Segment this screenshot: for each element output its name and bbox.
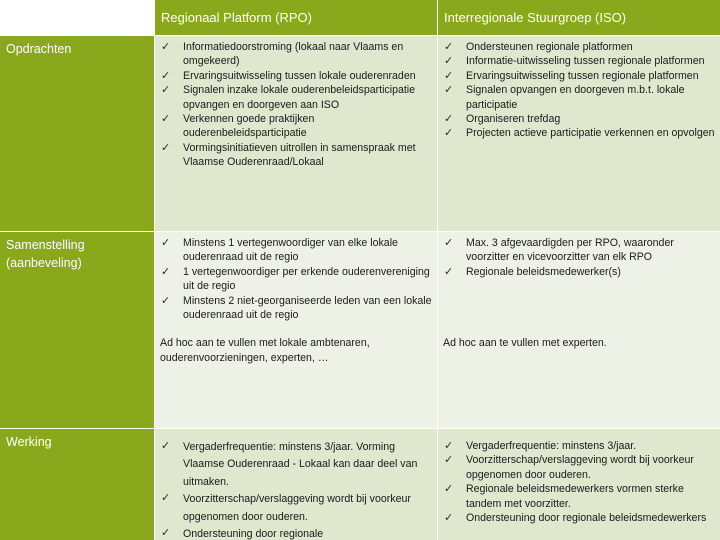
list-item: ✓ Vergaderfrequentie: minstens 3/jaar. xyxy=(444,440,637,452)
list-item: ✓ Ervaringsuitwisseling tussen lokale ouderenraden xyxy=(161,69,416,82)
list-item: ✓ Ondersteuning door regionale beleidsmedewerkers xyxy=(444,512,707,525)
check-icon: ✓ xyxy=(444,440,454,452)
list-item: ✓ Vergaderfrequentie: minstens 3/jaar. Vorming Vlaamse Ouderenraad - Lokaal kan daar deel van uitmaken. xyxy=(161,440,418,488)
check-icon: ✓ xyxy=(444,237,454,249)
check-icon: ✓ xyxy=(444,454,454,467)
samenstelling-iso-note: Ad hoc aan te vullen met experten. xyxy=(443,337,607,349)
samenstelling-rpo-note: Ad hoc aan te vullen met lokale ambtenaren, ouderenvoorzieningen, experten, … xyxy=(160,337,370,364)
list-item: ✓ Ervaringsuitwisseling tussen regionale platformen xyxy=(444,69,699,82)
check-icon: ✓ xyxy=(161,69,171,82)
samenstelling-iso-cell xyxy=(437,231,720,428)
list-item: ✓ Signalen opvangen en doorgeven m.b.t. lokale participatie xyxy=(444,84,685,111)
list-item: ✓ Informatie-uitwisseling tussen regionale platformen xyxy=(444,55,705,68)
check-icon: ✓ xyxy=(161,492,171,505)
check-icon: ✓ xyxy=(161,113,171,126)
check-icon: ✓ xyxy=(444,41,454,53)
list-item: ✓ Ondersteuning door regionale xyxy=(161,527,324,540)
check-icon: ✓ xyxy=(444,69,454,82)
check-icon: ✓ xyxy=(444,84,454,97)
row-label-opdrachten: Opdrachten xyxy=(0,35,154,231)
list-item: ✓ Voorzitterschap/verslaggeving wordt bij voorkeur opgenomen door ouderen. xyxy=(444,454,694,481)
check-icon: ✓ xyxy=(444,113,454,126)
list-item: ✓ Minstens 1 vertegenwoordiger van elke lokale ouderenraad uit de regio xyxy=(161,237,398,264)
list-item: ✓ Projecten actieve participatie verkennen en opvolgen xyxy=(444,127,715,140)
opdrachten-iso-cell xyxy=(437,35,720,231)
list-item: ✓ Informatiedoorstroming (lokaal naar Vlaams en omgekeerd) xyxy=(161,41,404,68)
list-item: ✓ Regionale beleidsmedewerker(s) xyxy=(444,265,621,278)
row-label-werking: Werking xyxy=(0,428,154,540)
check-icon: ✓ xyxy=(444,55,454,68)
check-icon: ✓ xyxy=(444,512,454,525)
opdrachten-iso-list xyxy=(440,40,716,141)
header-rpo: Regionaal Platform (RPO) xyxy=(154,0,437,35)
list-item: ✓ Max. 3 afgevaardigden per RPO, waaronder voorzitter en vicevoorzitter van elk RPO xyxy=(444,237,674,264)
header-spacer xyxy=(0,0,154,35)
check-icon: ✓ xyxy=(161,527,171,540)
list-item: ✓ Verkennen goede praktijken ouderenbeleidsparticipatie xyxy=(161,113,315,140)
list-item: ✓ Signalen inzake lokale ouderenbeleidsparticipatie opvangen en doorgeven aan ISO xyxy=(161,84,416,111)
list-item: ✓ Minstens 2 niet-georganiseerde leden van een lokale ouderenraad uit de regio xyxy=(161,294,432,322)
check-icon: ✓ xyxy=(444,127,454,140)
opdrachten-rpo-list xyxy=(157,40,433,170)
check-icon: ✓ xyxy=(161,237,171,249)
list-item: ✓ Ondersteunen regionale platformen xyxy=(444,41,633,53)
check-icon: ✓ xyxy=(161,141,171,154)
list-item: ✓ 1 vertegenwoordiger per erkende ouderenvereniging uit de regio xyxy=(161,265,430,293)
check-icon: ✓ xyxy=(161,265,171,278)
check-icon: ✓ xyxy=(161,440,171,452)
header-iso: Interregionale Stuurgroep (ISO) xyxy=(437,0,720,35)
list-item: ✓ Regionale beleidsmedewerkers vormen sterke tandem met voorzitter. xyxy=(444,483,684,510)
check-icon: ✓ xyxy=(444,483,454,496)
check-icon: ✓ xyxy=(161,294,171,307)
samenstelling-iso-list xyxy=(440,236,716,279)
check-icon: ✓ xyxy=(161,84,171,97)
samenstelling-rpo-cell xyxy=(154,231,437,428)
werking-rpo-cell xyxy=(154,428,437,540)
samenstelling-rpo-list xyxy=(157,236,433,322)
werking-rpo-list xyxy=(157,439,433,540)
check-icon: ✓ xyxy=(444,265,454,278)
list-item: ✓ Vormingsinitiatieven uitrollen in samenspraak met Vlaamse Ouderenraad/Lokaal xyxy=(161,141,416,169)
list-item: ✓ Organiseren trefdag xyxy=(444,113,561,126)
check-icon: ✓ xyxy=(161,41,171,53)
opdrachten-rpo-cell xyxy=(154,35,437,231)
werking-iso-list xyxy=(440,439,716,525)
list-item: ✓ Voorzitterschap/verslaggeving wordt bij voorkeur opgenomen door ouderen. xyxy=(161,492,411,523)
row-label-samenstelling: Samenstelling (aanbeveling) xyxy=(0,231,154,428)
werking-iso-cell xyxy=(437,428,720,540)
